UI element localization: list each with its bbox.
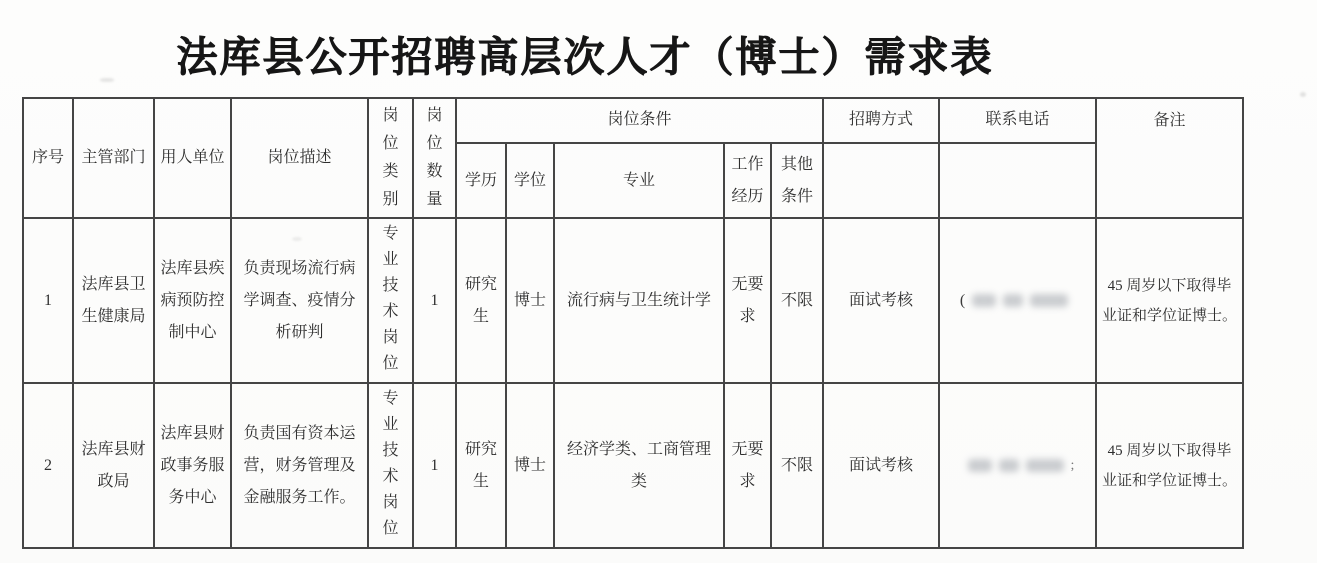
phone-visible-suffix: ;: [1070, 457, 1075, 473]
phone-redaction-blur: [1026, 459, 1064, 472]
scan-speck: [100, 78, 114, 82]
cell-remark: 45 周岁以下取得毕业证和学位证博士。: [1096, 383, 1243, 548]
cell-other-conditions: 不限: [771, 218, 823, 383]
cell-major: 经济学类、工商管理类: [554, 383, 724, 548]
cell-degree: 博士: [506, 383, 554, 548]
header-recruit-method-spacer: [823, 143, 939, 218]
cell-seq: 1: [23, 218, 73, 383]
scan-speck: [1300, 92, 1306, 97]
cell-education: 研究生: [456, 218, 506, 383]
cell-job-count: 1: [413, 218, 456, 383]
cell-other-conditions: 不限: [771, 383, 823, 548]
cell-job-desc: 负责现场流行病学调查、疫情分析研判: [231, 218, 368, 383]
header-dept: 主管部门: [73, 98, 154, 218]
cell-dept: 法库县卫生健康局: [73, 218, 154, 383]
cell-work-experience: 无要求: [724, 218, 771, 383]
cell-employer: 法库县财政事务服务中心: [154, 383, 231, 548]
cell-recruit-method: 面试考核: [823, 218, 939, 383]
cell-major: 流行病与卫生统计学: [554, 218, 724, 383]
header-row-top: [23, 98, 1243, 143]
phone-redaction-blur: [999, 459, 1019, 472]
cell-contact-phone: [939, 383, 1096, 548]
header-job-desc: 岗位描述: [231, 98, 368, 218]
page-title: 法库县公开招聘高层次人才（博士）需求表: [176, 34, 994, 80]
header-recruit-method: 招聘方式: [823, 98, 939, 143]
cell-education: 研究生: [456, 383, 506, 548]
header-education: 学历: [456, 143, 506, 218]
cell-dept: 法库县财政局: [73, 383, 154, 548]
header-work-experience: 工作经历: [724, 143, 771, 218]
header-job-conditions: 岗位条件: [456, 98, 823, 143]
recruitment-requirements-table: [22, 97, 1244, 549]
cell-job-category: 专业技术岗位: [368, 383, 413, 548]
header-job-count: 岗位数量: [413, 98, 456, 218]
header-employer: 用人单位: [154, 98, 231, 218]
header-other-conditions: 其他条件: [771, 143, 823, 218]
cell-degree: 博士: [506, 218, 554, 383]
cell-work-experience: 无要求: [724, 383, 771, 548]
cell-remark: 45 周岁以下取得毕业证和学位证博士。: [1096, 218, 1243, 383]
cell-recruit-method: 面试考核: [823, 383, 939, 548]
cell-seq: 2: [23, 383, 73, 548]
header-job-category: 岗位类别: [368, 98, 413, 218]
header-remark: 备注: [1096, 98, 1243, 218]
phone-redaction-blur: [1003, 294, 1023, 307]
table-row: [23, 383, 1243, 548]
cell-job-count: 1: [413, 383, 456, 548]
header-degree: 学位: [506, 143, 554, 218]
header-major: 专业: [554, 143, 724, 218]
table-row: [23, 218, 1243, 383]
cell-contact-phone: [939, 218, 1096, 383]
header-contact-phone: 联系电话: [939, 98, 1096, 143]
phone-redaction-blur: [968, 459, 992, 472]
phone-visible-prefix: (: [959, 291, 966, 309]
cell-job-desc: 负责国有资本运营，财务管理及金融服务工作。: [231, 383, 368, 548]
header-contact-phone-spacer: [939, 143, 1096, 218]
cell-job-category: 专业技术岗位: [368, 218, 413, 383]
phone-redaction-blur: [972, 294, 996, 307]
phone-redaction-blur: [1030, 294, 1068, 307]
cell-employer: 法库县疾病预防控制中心: [154, 218, 231, 383]
header-seq: 序号: [23, 98, 73, 218]
scan-speck: [292, 237, 302, 241]
